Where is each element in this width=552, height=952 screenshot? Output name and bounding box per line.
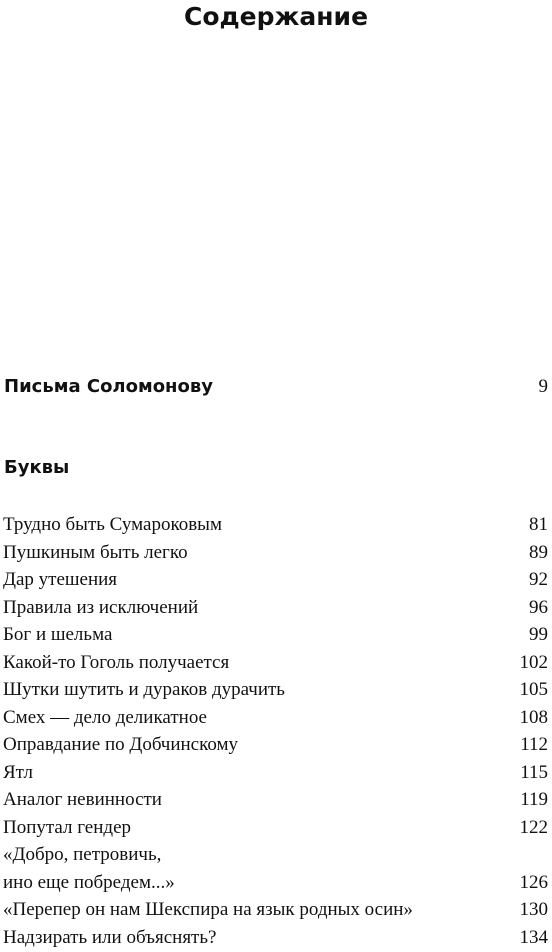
part-page-number: 9: [538, 376, 548, 397]
toc-entry[interactable]: [0, 566, 548, 594]
toc-entry-page: 81: [529, 514, 548, 535]
part-title: Буквы: [4, 457, 70, 478]
toc-entry[interactable]: [0, 814, 548, 842]
page-title: Содержание: [183, 2, 369, 31]
toc-entry-title: Бог и шельма: [3, 624, 113, 645]
toc-entry-page: 96: [529, 596, 548, 618]
toc-entry-title: Трудно быть Сумароковым: [3, 514, 222, 535]
toc-entry-title: Пушкиным быть легко: [3, 541, 188, 563]
toc-entry[interactable]: [0, 896, 548, 924]
toc-entry-title: «Добро, петровичь, ино еще побредем...»: [3, 844, 175, 893]
toc-entry-title: Какой-то Гоголь получается: [3, 651, 230, 673]
toc-entry-page: 122: [519, 816, 548, 838]
toc-entry-title: Дар утешения: [3, 569, 118, 590]
toc-entry-title: Шутки шутить и дураков дурачить: [3, 679, 285, 700]
toc-entry[interactable]: [0, 539, 548, 567]
toc-entry[interactable]: [0, 594, 548, 622]
toc-entry[interactable]: [0, 676, 548, 704]
toc-entry-page: 105: [519, 679, 548, 700]
toc-entry[interactable]: [0, 621, 548, 649]
toc-entry-page: 112: [520, 734, 548, 755]
toc-entry[interactable]: [0, 704, 548, 732]
toc-entry[interactable]: [0, 924, 548, 952]
part-heading-letters-to-solomonov[interactable]: [4, 374, 548, 400]
toc-entry-title: Ятл: [3, 761, 33, 783]
toc-list: [0, 511, 548, 951]
toc-entry[interactable]: [0, 731, 548, 759]
toc-entry-title: Оправдание по Добчинскому: [3, 734, 239, 755]
toc-entry-page: 126: [519, 871, 548, 893]
toc-entry[interactable]: [0, 511, 548, 539]
toc-entry-page: 89: [529, 541, 548, 563]
toc-entry[interactable]: [0, 841, 548, 896]
toc-entry-title: Аналог невинности: [3, 789, 162, 810]
toc-entry-page: 130: [519, 899, 548, 920]
part-heading-bukvy: [4, 455, 69, 481]
toc-entry-title: Надзирать или объяснять?: [3, 926, 217, 948]
part-title: Письма Соломонову: [4, 376, 213, 397]
toc-entry-title: Попутал гендер: [3, 816, 131, 838]
toc-entry-title: «Перепер он нам Шекспира на язык родных осин»: [3, 899, 413, 920]
toc-entry-page: 119: [520, 789, 548, 810]
toc-entry[interactable]: [0, 786, 548, 814]
toc-entry-title: Смех — дело деликатное: [3, 706, 207, 728]
toc-entry-title: Правила из исключений: [3, 596, 199, 618]
toc-entry-page: 134: [519, 926, 548, 948]
toc-entry-page: 99: [529, 624, 548, 645]
toc-entry-page: 92: [529, 569, 548, 590]
toc-entry-page: 102: [519, 651, 548, 673]
toc-entry-page: 108: [519, 706, 548, 728]
toc-entry[interactable]: [0, 649, 548, 677]
toc-entry-page: 115: [520, 761, 548, 783]
toc-entry[interactable]: [0, 759, 548, 787]
